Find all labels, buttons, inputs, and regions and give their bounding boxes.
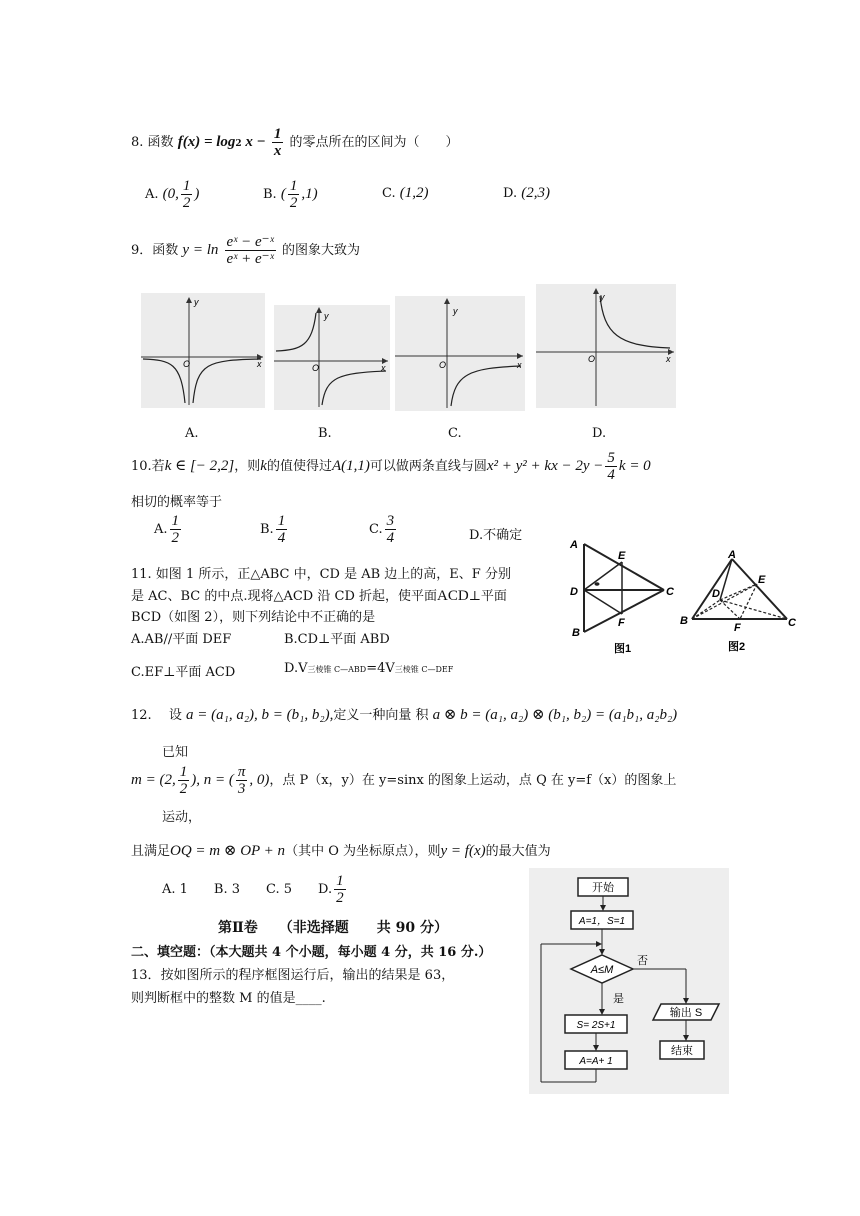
q11-line2-pre: 是 AC、BC 的中点.现将△ACD 沿 CD 折起，使平面 bbox=[131, 589, 437, 604]
q11-fig2-label-a: A bbox=[728, 549, 736, 561]
q9-graph-d-y: y bbox=[600, 292, 605, 302]
q12-m-frac bbox=[178, 764, 190, 797]
flowchart-svg bbox=[529, 868, 729, 1094]
q12-line5 bbox=[131, 840, 551, 860]
q8-func: f(x) = log bbox=[177, 134, 236, 150]
q10-option-c-label: C. bbox=[369, 522, 383, 537]
q12-number: 12. bbox=[131, 708, 152, 723]
q12-prod: a ⊗ b = (a₁, a₂) ⊗ (b₁, b₂) = (a₁b₁, a₂b₂) bbox=[432, 707, 678, 723]
q9-graph-a-y: y bbox=[194, 297, 199, 307]
q8-option-d-expr: (2,3) bbox=[521, 185, 550, 201]
q11-fig1-label-f: F bbox=[618, 617, 625, 629]
q12-n-frac bbox=[236, 764, 248, 797]
q12-sat-expr: OQ = m ⊗ OP + n bbox=[170, 843, 286, 859]
q9-post: 的图象大致为 bbox=[281, 243, 360, 258]
q10-option-a-den: 2 bbox=[171, 530, 180, 546]
q12-m-pre: m = (2, bbox=[131, 772, 176, 788]
q8 bbox=[131, 126, 459, 159]
q9-label-b: B. bbox=[318, 426, 332, 441]
q8-frac-num: 1 bbox=[273, 126, 282, 142]
q12-option-d-den: 2 bbox=[336, 890, 344, 906]
q9 bbox=[131, 234, 360, 267]
q11-option-b: B.CD⊥平面 ABD bbox=[284, 632, 390, 647]
q11-option-d-pre: D.V bbox=[284, 661, 308, 676]
q10-option-c-frac bbox=[385, 513, 397, 546]
q11-option-d bbox=[284, 661, 453, 676]
flow-out: 输出 S bbox=[669, 1007, 703, 1019]
q13-line2: 则判断框中的整数 M 的值是____. bbox=[131, 991, 326, 1006]
q11-acd: ACD bbox=[437, 588, 469, 604]
q11-fig1-label-a: A bbox=[570, 539, 578, 551]
q12-m-num: 1 bbox=[179, 764, 188, 780]
q9-label-d: D. bbox=[592, 426, 607, 441]
q10-k-range: k ∈ [− 2,2] bbox=[164, 458, 235, 474]
q10-mid3: 可以做两条直线与圆 bbox=[369, 459, 487, 474]
q8-option-a-label: A. bbox=[145, 187, 159, 202]
q12-def-text: 定义一种向量 积 bbox=[333, 708, 429, 723]
q11-fig2-caption: 图2 bbox=[728, 641, 746, 653]
q8-option-c-expr: (1,2) bbox=[399, 185, 429, 201]
q8-option-a bbox=[145, 178, 199, 211]
q10-frac bbox=[605, 450, 617, 483]
q12-line3 bbox=[131, 764, 676, 797]
q10-option-b-frac bbox=[276, 513, 288, 546]
q11-fig1-label-e: E bbox=[618, 550, 626, 562]
q12-pre: 设 bbox=[168, 708, 182, 723]
q9-graph-d-x: x bbox=[666, 354, 671, 364]
q10-line2: 相切的概率等于 bbox=[131, 495, 223, 510]
q8-option-c-label: C. bbox=[382, 186, 396, 201]
flow-yes: 是 bbox=[613, 993, 624, 1005]
section2-title: 二、填空题：（本大题共 4 个小题，每小题 4 分，共 16 分.） bbox=[131, 945, 492, 960]
q10-circle: x² + y² + kx − 2y − bbox=[486, 458, 604, 474]
q8-option-b bbox=[263, 178, 318, 211]
q12-sat-post: 的最大值为 bbox=[485, 844, 551, 859]
q8-pre: 函数 bbox=[147, 135, 174, 150]
q10-option-a bbox=[154, 513, 183, 546]
q12-known: 已知 bbox=[162, 745, 189, 760]
q8-frac-den: x bbox=[273, 143, 282, 159]
q8-option-a-num: 1 bbox=[182, 178, 191, 194]
q10-option-b-num: 1 bbox=[277, 513, 286, 529]
q9-graph-b-svg bbox=[274, 305, 390, 410]
q11-fig2-label-f: F bbox=[734, 622, 741, 634]
q10-frac-num: 5 bbox=[607, 450, 615, 466]
q8-option-a-frac bbox=[181, 178, 193, 211]
q8-option-d bbox=[503, 185, 550, 202]
flow-cond: A≤M bbox=[590, 964, 614, 976]
q9-label-c: C. bbox=[448, 426, 462, 441]
q10-option-c bbox=[369, 513, 398, 546]
q12-sat-fn: y = f(x) bbox=[440, 843, 486, 859]
q12-options-text: A. 1 B. 3 C. 5 D. bbox=[162, 882, 333, 897]
q10-option-b bbox=[260, 513, 289, 546]
q8-fraction bbox=[272, 126, 284, 159]
q8-option-b-open: ( bbox=[280, 186, 286, 202]
q12-cond2: 运动， bbox=[162, 810, 202, 825]
q12-sat-pre: 且满足 bbox=[131, 844, 171, 859]
q13-line1: 13．按如图所示的程序框图运行后，输出的结果是 63， bbox=[131, 968, 455, 983]
q9-graph-c-origin: O bbox=[439, 360, 447, 370]
q11-fig2-label-d: D bbox=[712, 588, 720, 600]
flow-step2: A=A+ 1 bbox=[579, 1056, 613, 1067]
q8-option-c bbox=[382, 185, 429, 202]
part2-title: 第Ⅱ卷 （非选择题 共 90 分） bbox=[218, 920, 449, 936]
q8-option-b-num: 1 bbox=[289, 178, 298, 194]
q12-options bbox=[162, 873, 348, 906]
q9-graph-a-origin: O bbox=[183, 359, 191, 369]
q12-m-post: ), n = ( bbox=[191, 772, 234, 788]
q10-option-c-den: 4 bbox=[386, 530, 395, 546]
q12-cond: ，点 P（x，y）在 y=sinx 的图象上运动，点 Q 在 y=f（x）的图象上 bbox=[269, 773, 677, 788]
q11-line3: BCD（如图 2），则下列结论中不正确的是 bbox=[131, 610, 376, 625]
q9-graph-b-y: y bbox=[324, 311, 329, 321]
q9-label-a: A. bbox=[185, 426, 199, 441]
q10-k: k bbox=[260, 458, 267, 474]
q10-option-a-num: 1 bbox=[171, 513, 180, 529]
q10-option-c-num: 3 bbox=[386, 513, 395, 529]
q10-option-a-frac bbox=[170, 513, 182, 546]
q8-option-a-close: ) bbox=[194, 186, 200, 202]
q9-graph-a-svg bbox=[141, 293, 265, 408]
flow-no: 否 bbox=[637, 955, 648, 967]
q12-n-post: , 0) bbox=[249, 772, 270, 788]
q11-fig2-label-b: B bbox=[680, 615, 688, 627]
q11-fig1-label-c: C bbox=[666, 586, 674, 598]
q9-graph-b bbox=[274, 305, 390, 410]
q11-option-c: C.EF⊥平面 ACD bbox=[131, 665, 236, 680]
q11-figure-2 bbox=[680, 549, 797, 653]
q9-lhs: y = ln bbox=[182, 242, 219, 258]
q9-graph-b-origin: O bbox=[312, 363, 320, 373]
q8-sub: 2 bbox=[235, 139, 242, 149]
q8-option-b-close: ,1) bbox=[301, 186, 318, 202]
q11-fig1-label-b: B bbox=[572, 627, 580, 639]
q9-graph-c bbox=[395, 296, 525, 411]
q10-option-d-label: D. bbox=[469, 528, 484, 543]
q12-n-den: 3 bbox=[237, 781, 246, 797]
q12-option-d-frac bbox=[334, 873, 346, 906]
q9-graph-d bbox=[536, 284, 676, 408]
q10-pre: 10.若 bbox=[131, 459, 165, 474]
q9-number: 9．函数 bbox=[131, 243, 179, 258]
q11-fig1-label-d: D bbox=[570, 586, 578, 598]
q9-graph-c-y: y bbox=[453, 306, 458, 316]
q11-option-a: A.AB//平面 DEF bbox=[131, 632, 232, 647]
q11-line1: 11. 如图 1 所示，正△ABC 中，CD 是 AB 边上的高，E、F 分别 bbox=[131, 567, 511, 582]
flow-end: 结束 bbox=[671, 1045, 693, 1057]
q11-fig1-caption: 图1 bbox=[614, 643, 632, 655]
q10-option-b-den: 4 bbox=[277, 530, 286, 546]
q8-option-b-den: 2 bbox=[289, 195, 298, 211]
q11-option-d-mid: =4V bbox=[366, 661, 395, 676]
q10-mid: ，则 bbox=[234, 459, 261, 474]
q12-line1 bbox=[131, 704, 677, 724]
q9-graph-d-origin: O bbox=[588, 354, 596, 364]
flow-step1: S= 2S+1 bbox=[576, 1020, 616, 1031]
q12-sat-mid: （其中 O 为坐标原点），则 bbox=[285, 844, 441, 859]
q8-option-d-label: D. bbox=[503, 186, 518, 201]
q12-vec-def: a = (a₁, a₂), b = (b₁, b₂), bbox=[185, 707, 334, 723]
q8-option-a-den: 2 bbox=[182, 195, 191, 211]
q8-number: 8. bbox=[131, 135, 144, 150]
q9-graph-a-x: x bbox=[257, 359, 262, 369]
q9-graph-c-x: x bbox=[517, 360, 522, 370]
q11-fig2-label-c: C bbox=[788, 617, 796, 629]
flow-init: A=1，S=1 bbox=[578, 916, 626, 927]
flowchart bbox=[529, 868, 729, 1094]
q8-option-b-frac bbox=[288, 178, 300, 211]
q11-option-d-sub2: 三棱锥 C—DEF bbox=[394, 665, 454, 674]
q11-option-d-sub1: 三棱锥 C—ABD bbox=[307, 665, 367, 674]
q8-var: x − bbox=[241, 134, 266, 150]
q10-line1 bbox=[131, 450, 651, 483]
q11-line2 bbox=[131, 585, 507, 605]
q9-graph-b-x: x bbox=[381, 363, 386, 373]
q12-m-den: 2 bbox=[179, 781, 188, 797]
q11-figures bbox=[562, 534, 812, 664]
q9-fraction bbox=[225, 234, 276, 267]
q10-mid2: 的值使得过 bbox=[266, 459, 332, 474]
q10-point: A(1,1) bbox=[331, 458, 370, 474]
q10-frac-den: 4 bbox=[607, 467, 615, 483]
q12-n-num: π bbox=[237, 764, 246, 780]
q10-circle-tail: k = 0 bbox=[618, 458, 651, 474]
q11-figure-1 bbox=[569, 539, 675, 655]
q8-option-a-open: (0, bbox=[162, 186, 179, 202]
q9-frac-num: eˣ − e⁻ˣ bbox=[226, 234, 274, 250]
q8-post: 的零点所在的区间为（ ） bbox=[289, 135, 459, 150]
q10-option-d-text: 不确定 bbox=[483, 528, 523, 543]
q11-line2-post: ⊥平面 bbox=[468, 589, 507, 604]
q9-frac-den: eˣ + e⁻ˣ bbox=[226, 251, 274, 267]
q9-graph-d-svg bbox=[536, 284, 676, 408]
q8-option-b-label: B. bbox=[263, 187, 277, 202]
q9-graph-a bbox=[141, 293, 265, 408]
q11-fig2-label-e: E bbox=[758, 574, 766, 586]
q10-option-a-label: A. bbox=[154, 522, 168, 537]
q9-graph-c-svg bbox=[395, 296, 525, 411]
flow-start: 开始 bbox=[592, 882, 614, 894]
q12-option-d-num: 1 bbox=[336, 873, 344, 889]
q10-option-b-label: B. bbox=[260, 522, 274, 537]
q10-option-d bbox=[469, 524, 522, 543]
